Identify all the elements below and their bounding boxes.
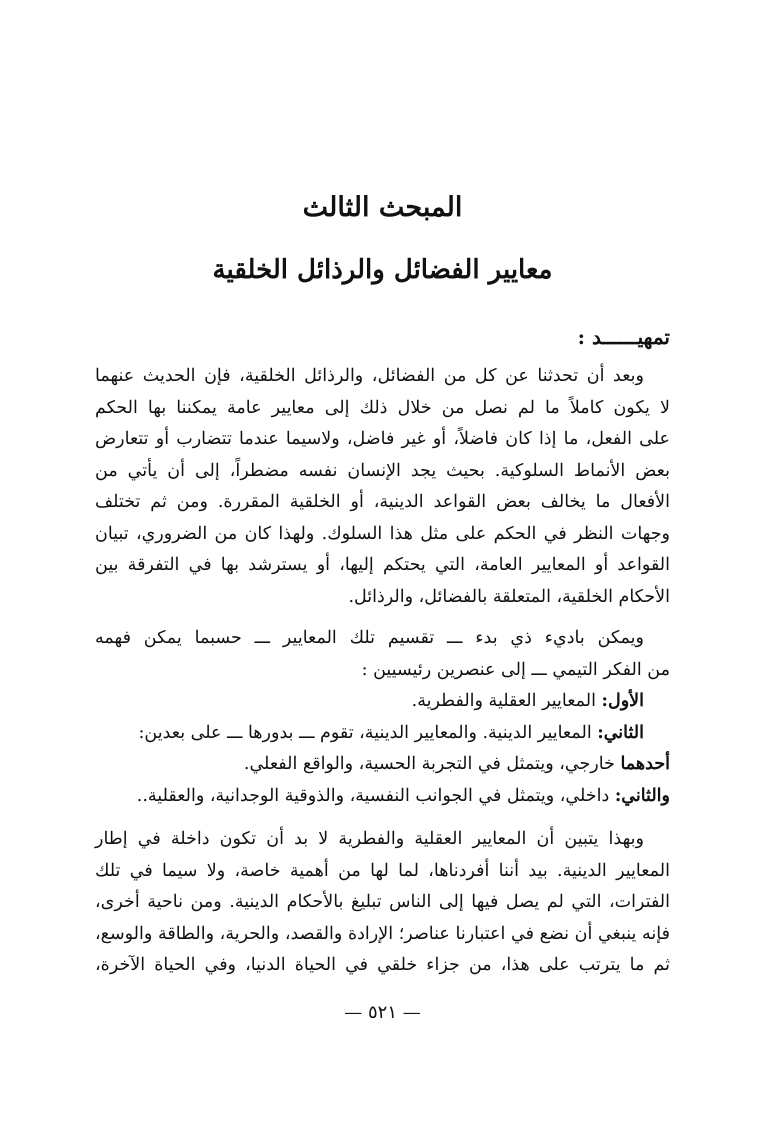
p1-line: الأفعال ما يخالف بعض القواعد الدينية، أو الخلقية المقررة. ومن ثم تختلف	[95, 492, 670, 512]
p3-line: المعايير الدينية. بيد أننا أفردناها، لما لها من أهمية خاصة، ولا سيما في تلك	[95, 860, 670, 881]
paragraph-3	[95, 824, 670, 982]
paragraph-2	[95, 623, 670, 686]
criterion-first-text: المعايير العقلية والفطرية.	[411, 691, 602, 711]
p1-line: الأحكام الخلقية، المتعلقة بالفضائل، والرذائل.	[348, 586, 670, 607]
criterion-second	[95, 718, 670, 750]
chapter-heading: المبحث الثالث	[302, 192, 463, 223]
intro-label: تمهيــــــد :	[577, 325, 670, 349]
p3-line: وبهذا يتبين أن المعايير العقلية والفطرية لا بد أن تكون داخلة في إطار	[95, 829, 644, 849]
criteria-list	[95, 686, 670, 812]
p2-line: من الفكر التيمي ـــ إلى عنصرين رئيسيين :	[361, 659, 670, 680]
dimension-one-label: أحدهما	[620, 754, 670, 774]
p3-line: فإنه ينبغي أن نضع في اعتبارنا عناصر؛ الإرادة والقصد، والحرية، والطاقة والوسع،	[95, 923, 670, 944]
paragraph-1	[95, 361, 670, 613]
p1-line: وبعد أن تحدثنا عن كل من الفضائل، والرذائل الخلقية، فإن الحديث عنهما	[95, 366, 644, 386]
criterion-second-text: المعايير الدينية. والمعايير الدينية، تقوم ـــ بدورها ـــ على بعدين:	[138, 722, 598, 743]
dimension-two	[95, 781, 670, 813]
criterion-second-label: الثاني:	[597, 722, 644, 743]
criterion-first-label: الأول:	[601, 691, 644, 711]
p2-line: ويمكن باديء ذي بدء ـــ تقسيم تلك المعايير ـــ حسبما يمكن فهمه	[95, 628, 644, 648]
page-number: — ٥٢١ —	[344, 1002, 421, 1023]
section-title: معايير الفضائل والرذائل الخلقية	[212, 255, 553, 285]
p1-line: وجهات النظر في الحكم على مثل هذا السلوك. ولهذا كان من الضروري، تبيان	[95, 523, 670, 544]
p3-line: الفترات، التي لم يصل فيها إلى الناس تبليغ بالأحكام الدينية. ومن ناحية أخرى،	[95, 892, 670, 912]
intro-label-block	[95, 322, 670, 356]
p1-line: القواعد أو المعايير العامة، التي يحتكم إليها، أو يسترشد بها في التفرقة بين	[95, 555, 670, 575]
criterion-first	[95, 686, 670, 718]
p1-line: على الفعل، ما إذا كان فاضلاً، أو غير فاضل، ولاسيما عندما تتضارب أو تتعارض	[95, 429, 670, 449]
p1-line: لا يكون كاملاً ما لم نصل من خلال ذلك إلى معايير عامة يمكننا بها الحكم	[95, 397, 670, 418]
p1-line: بعض الأنماط السلوكية. بحيث يجد الإنسان نفسه مضطراً، إلى أن يأتي من	[95, 460, 670, 481]
dimension-one	[95, 749, 670, 781]
p3-line: ثم ما يترتب على هذا، من جزاء خلقي في الحياة الدنيا، وفي الحياة الآخرة،	[95, 955, 670, 975]
dimension-two-label: والثاني:	[614, 785, 670, 806]
dimension-two-text: داخلي، ويتمثل في الجوانب النفسية، والذوقية الوجدانية، والعقلية..	[136, 785, 615, 806]
dimension-one-text: خارجي، ويتمثل في التجربة الحسية، والواقع الفعلي.	[243, 754, 621, 774]
